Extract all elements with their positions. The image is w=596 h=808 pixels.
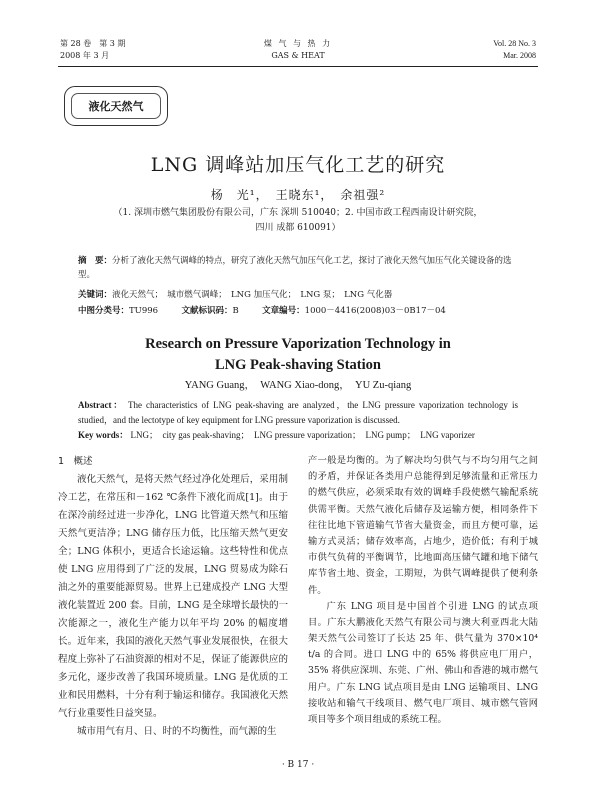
journal-name-en: GAS & HEAT [271,51,325,60]
authors-en: YANG Guang， WANG Xiao-dong， YU Zu-qiang [184,380,412,391]
abstract-cn-text: 分析了液化天然气调峰的特点，研究了液化天然气加压气化工艺，探讨了液化天然气加压气化关键设备的选型。 [78,256,512,280]
title-en-line-1: Research on Pressure Vaporization Technology in [145,336,451,352]
right-paragraph-2: 广东 LNG 项目是中国首个引进 LNG 的试点项目。广东大鹏液化天然气有限公司与澳大利亚西北大陆架天然气公司签订了长达 25 年、供气量为 370×10⁴ t/a 的合同。进口 LNG 中的 65% 将供应电厂用户，35% 将供应深圳、东莞、广州、佛山和香港的城市燃气用户。广东 LNG 试点项目是由 LNG 运输项目、LNG 接收站和输气干线项目、燃气电厂项目、城市燃气管网项目等多个项目组成的系统工程。 [308,600,538,725]
header-rule [58,66,538,67]
section-1-heading: 1 概述 [58,456,93,467]
left-paragraph-1: 液化天然气，是将天然气经过净化处理后，采用制冷工艺，在常压和－162 ℃条件下液化而成[1]。由于在深冷前经过进一步净化，LNG 比管道天然气和压缩天然气更洁净；LNG 储存压力低，比压缩天然气更安全；LNG 体积小，更适合长途运输。这些特性和优点使 LNG 应用得到了广泛的发展，LNG 贸易成为除石油之外的重要能源贸易。世界上已建成投产 LNG 大型液化装置近 200 套。目前，LNG 是全球增长最快的一次能源之一，液化生产能力以年平均 20% 的幅度增长。近年来，我国的液化天然气事业发展很快，在很大程度上弥补了石油资源的相对不足，保证了能源供应的多元化，逐步改善了我国环境质量。LNG 是优质的工业和民用燃料，十分有利于输运和储存。我国液化天然气行业重要性日益突显。 [58,474,288,719]
doc-code-value: B [232,306,239,316]
title-en-line-2: LNG Peak-shaving Station [215,357,381,373]
paper-title-cn: LNG 调峰站加压气化工艺的研究 [150,154,446,176]
keywords-cn [78,288,518,302]
page-number: · B 17 · [281,760,315,770]
keywords-cn-text: 液化天然气； 城市燃气调峰； LNG 加压气化； LNG 泵； LNG 气化器 [112,290,393,300]
clc-label: 中图分类号： [78,306,130,316]
affiliation-line-1: （1. 深圳市燃气集团股份有限公司，广东 深圳 510040；2. 中国市政工程西南设计研究院， [113,208,483,218]
right-paragraph-1: 产一般是均衡的。为了解决均匀供气与不均匀用气之间的矛盾，并保证各类用户总能得到足够流量和正常压力的燃气供应，必须采取有效的调峰手段使燃气输配系统供需平衡。天然气液化后储存及运输方便，相同条件下往往比地下管道输气节省大量资金，而且方便可靠，运输方式灵活；储存效率高，占地少，造价低；有利于城市供气负荷的平衡调节，比地面高压储气罐和地下储气库节省土地、资金，工期短，为供气调峰提供了便利条件。 [308,455,538,596]
article-no-value: 1000－4416(2008)03－0B17－04 [304,306,446,316]
column-left [58,453,288,741]
abstract-cn [78,254,518,282]
affiliation-cn [0,206,596,236]
section-tag-label: 液化天然气 [71,93,161,119]
volume-issue: 第 28 卷 第 3 期 [60,39,126,48]
abstract-en [78,398,518,428]
left-paragraph-2: 城市用气有月、日、时的不均衡性，而气源的生 [77,726,277,737]
clc-value: TU996 [129,306,159,316]
section-tag [64,86,168,126]
article-no-label: 文章编号： [262,306,305,316]
keywords-en [78,428,518,443]
issue-date-en: Mar. 2008 [503,51,536,60]
doc-code-label: 文献标识码： [181,306,233,316]
keywords-cn-label: 关键词： [78,290,113,300]
affiliation-line-2: 四川 成都 610091） [255,223,341,233]
journal-volume-info-en [493,38,536,62]
keywords-en-label: Key words： [78,430,129,440]
column-right [308,453,538,728]
authors-cn: 杨 光¹， 王晓东¹， 余祖强² [210,188,386,202]
journal-name-cn: 煤 气 与 热 力 [263,39,333,48]
abstract-en-label: Abstract： [78,400,125,410]
paper-title-en [0,334,596,376]
classification-line [78,304,518,318]
issue-date: 2008 年 3 月 [60,51,110,60]
abstract-en-text: The characteristics of LNG peak-shaving are analyzed，the LNG pressure vaporization technology is studied，and the lectotype of key equipment for LNG pressure vaporization is discussed. [78,400,518,425]
volume-issue-en: Vol. 28 No. 3 [493,39,536,48]
keywords-en-text: LNG； city gas peak-shaving； LNG pressure vaporization； LNG pump； LNG vaporizer [130,430,475,440]
abstract-cn-label: 摘 要： [78,256,113,266]
